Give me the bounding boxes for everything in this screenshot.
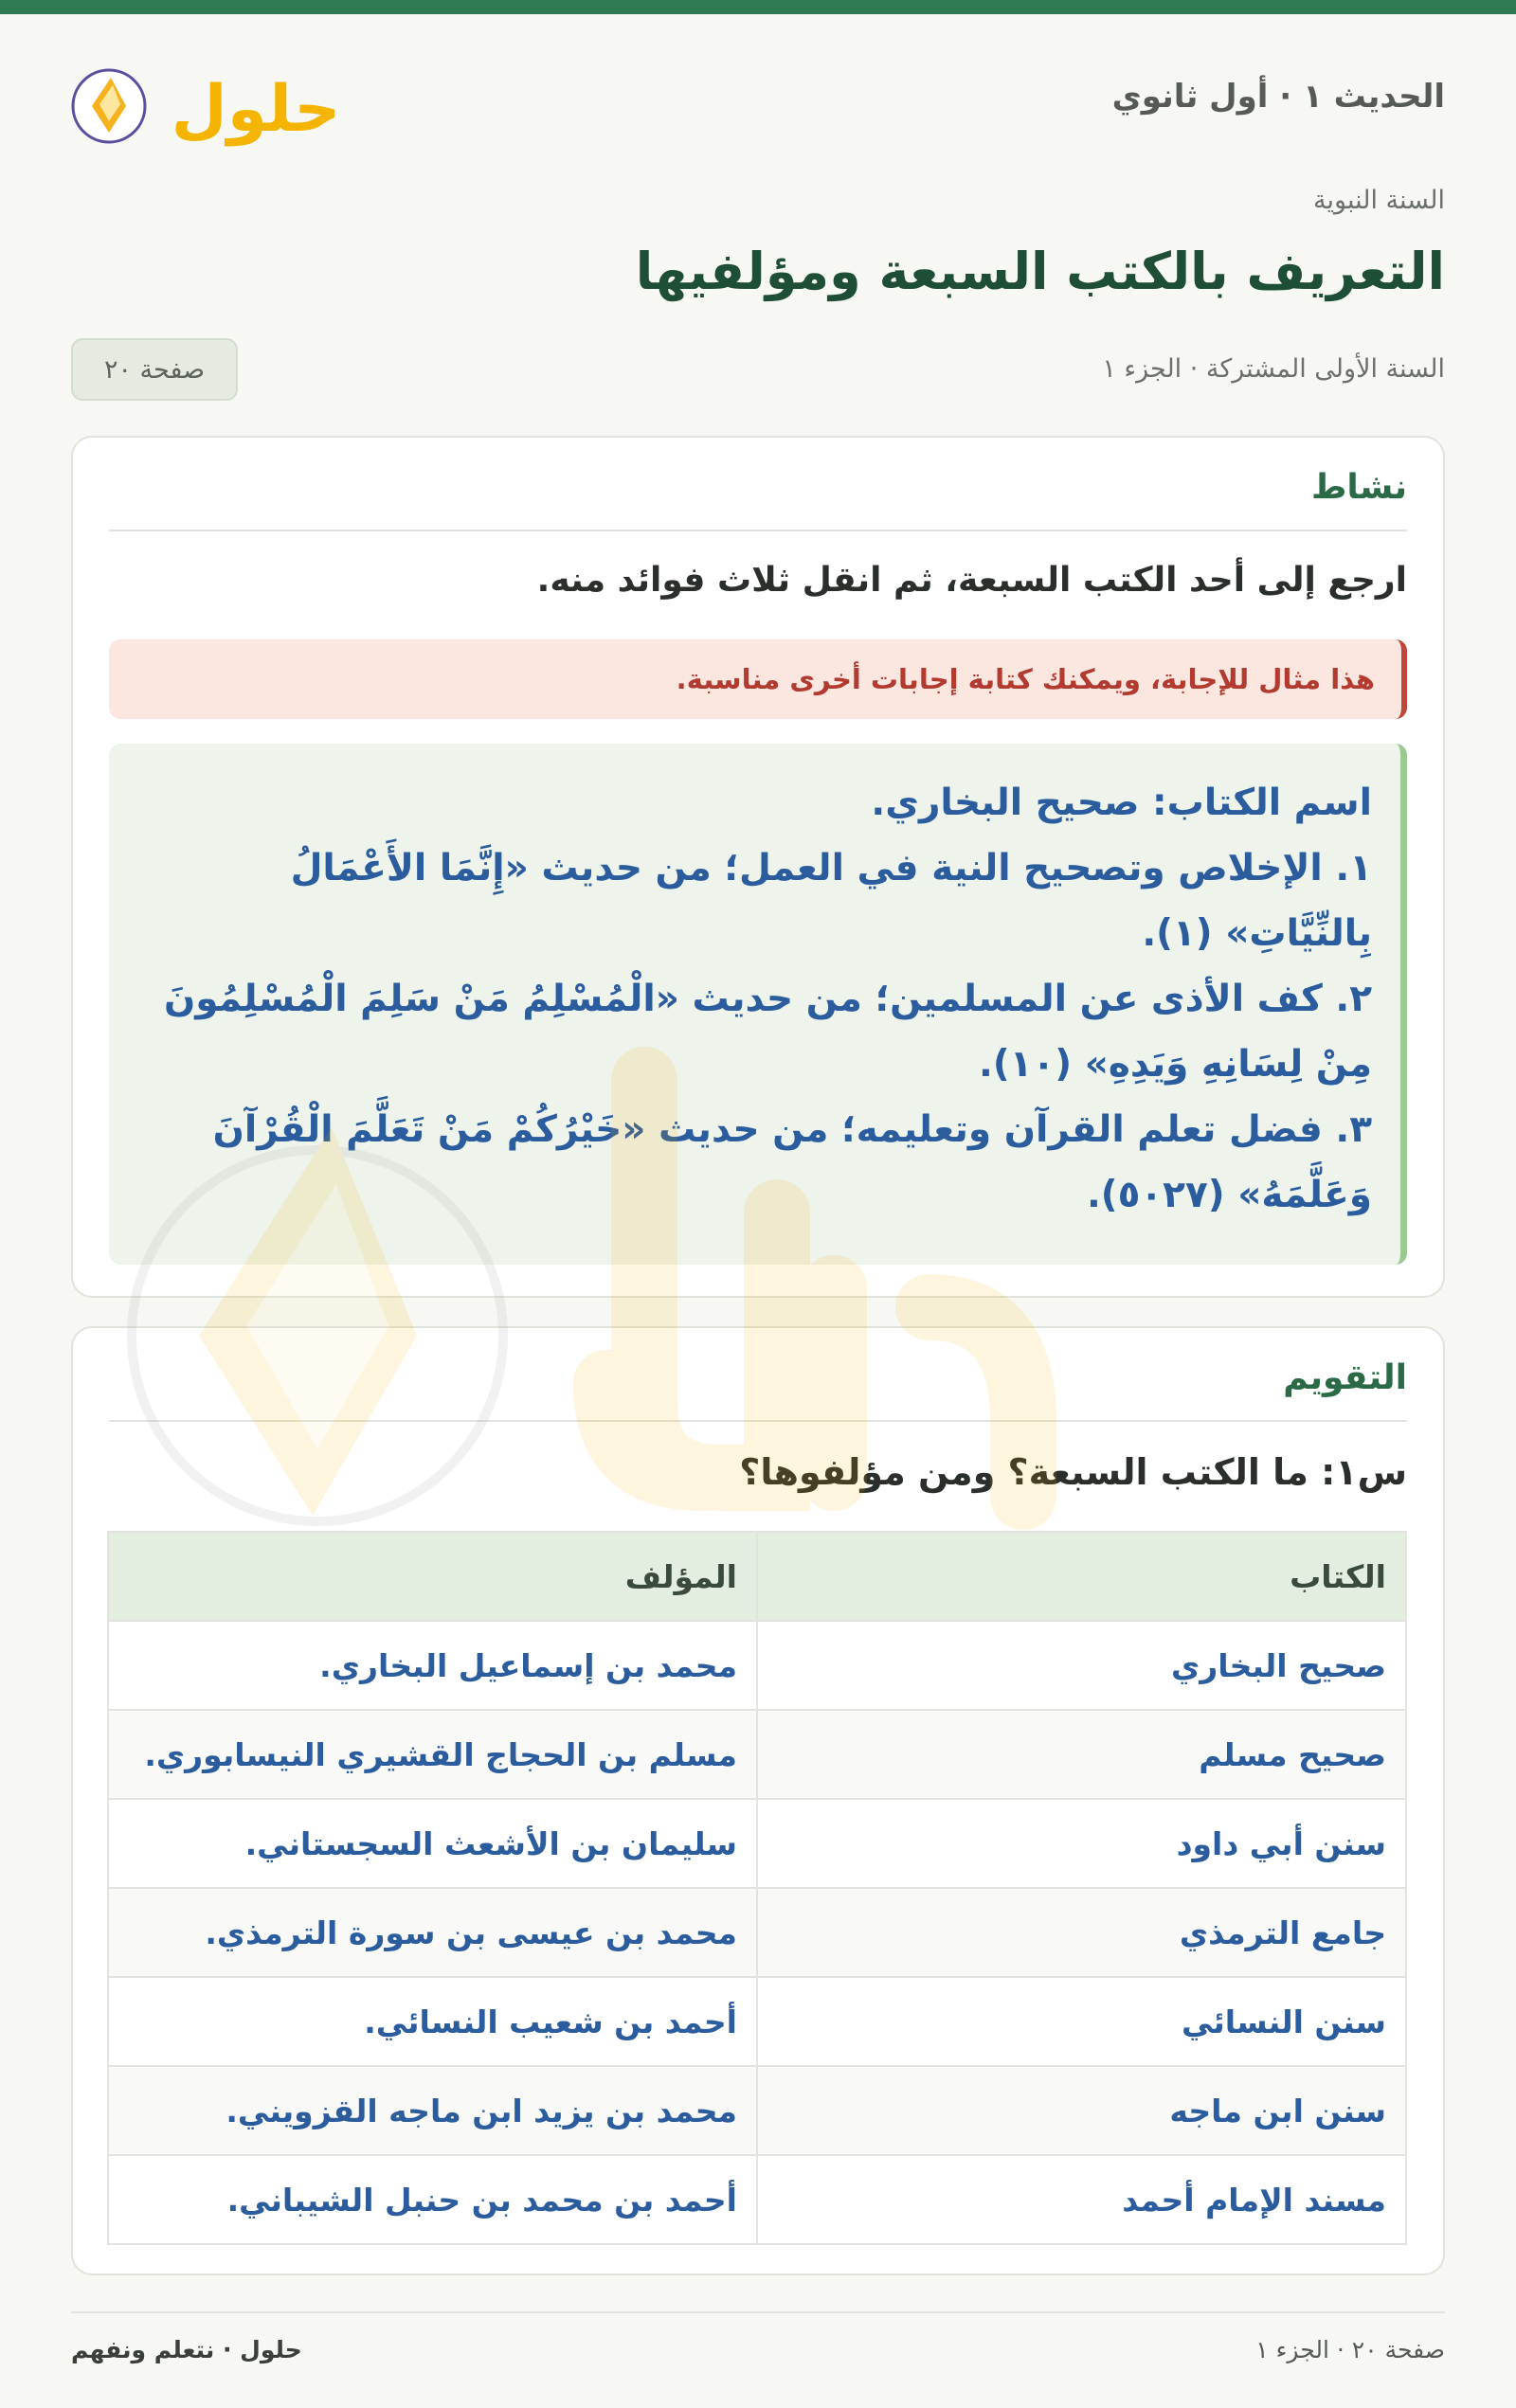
- table-row: [108, 2066, 1406, 2155]
- example-note: [109, 639, 1407, 719]
- author-cell: أحمد بن شعيب النسائي.: [108, 1977, 757, 2066]
- activity-heading: نشاط: [1310, 468, 1407, 507]
- table-row: [108, 1977, 1406, 2066]
- answer-line: وَعَلَّمَهُ» (٥٠٢٧).: [1086, 1174, 1372, 1216]
- table-row: [108, 1888, 1406, 1977]
- author-cell: محمد بن إسماعيل البخاري.: [108, 1621, 757, 1710]
- table-row: [108, 1799, 1406, 1888]
- hulul-logo[interactable]: [71, 57, 341, 152]
- column-header-book: الكتاب: [757, 1532, 1406, 1621]
- table-row: [108, 1710, 1406, 1799]
- activity-card: [71, 436, 1445, 1298]
- answer-line: ١. الإخلاص وتصحيح النية في العمل؛ من حديث «إِنَّمَا الأَعْمَالُ: [290, 847, 1372, 890]
- answer-line: مِنْ لِسَانِهِ وَيَدِهِ» (١٠).: [979, 1043, 1372, 1086]
- page-number-badge: صفحة ٢٠: [71, 338, 238, 401]
- book-cell: مسند الإمام أحمد: [757, 2155, 1406, 2244]
- book-cell: سنن النسائي: [757, 1977, 1406, 2066]
- book-cell: صحيح البخاري: [757, 1621, 1406, 1710]
- table-header-row: [108, 1532, 1406, 1621]
- author-cell: سليمان بن الأشعث السجستاني.: [108, 1799, 757, 1888]
- answer-line: بِالنِّيَّاتِ» (١).: [1142, 912, 1372, 955]
- author-cell: محمد بن يزيد ابن ماجه القزويني.: [108, 2066, 757, 2155]
- top-accent-bar: [0, 0, 1516, 14]
- footer-page-info: صفحة ٢٠ · الجزء ١: [1255, 2336, 1445, 2363]
- divider: [109, 530, 1407, 531]
- answer-line: ٣. فضل تعلم القرآن وتعليمه؛ من حديث «خَيْرُكُمْ مَنْ تَعَلَّمَ الْقُرْآنَ: [212, 1108, 1372, 1151]
- book-cell: جامع الترمذي: [757, 1888, 1406, 1977]
- answer-line: اسم الكتاب: صحيح البخاري.: [871, 782, 1372, 824]
- example-note-text: هذا مثال للإجابة، ويمكنك كتابة إجابات أخرى مناسبة.: [676, 663, 1375, 695]
- table-row: [108, 2155, 1406, 2244]
- footer-divider: [71, 2311, 1445, 2313]
- divider: [109, 1420, 1407, 1422]
- answer-line: ٢. كف الأذى عن المسلمين؛ من حديث «الْمُسْلِمُ مَنْ سَلِمَ الْمُسْلِمُونَ: [163, 978, 1372, 1020]
- book-cell: سنن ابن ماجه: [757, 2066, 1406, 2155]
- lesson-title: الحديث ١ · أول ثانوي: [1111, 78, 1445, 116]
- table-row: [108, 1621, 1406, 1710]
- page-title: التعريف بالكتب السبعة ومؤلفيها: [635, 242, 1445, 301]
- answer-box: [109, 744, 1407, 1265]
- page-header: [71, 57, 1445, 152]
- question-1: س١: ما الكتب السبعة؟ ومن مؤلفوها؟: [739, 1451, 1407, 1493]
- author-cell: مسلم بن الحجاج القشيري النيسابوري.: [108, 1710, 757, 1799]
- breadcrumb: السنة النبوية: [1313, 186, 1445, 215]
- logo-text: حلول: [171, 72, 341, 147]
- author-cell: أحمد بن محمد بن حنبل الشيباني.: [108, 2155, 757, 2244]
- book-cell: صحيح مسلم: [757, 1710, 1406, 1799]
- footer-brand: حلول · نتعلم ونفهم: [71, 2336, 302, 2363]
- author-cell: محمد بن عيسى بن سورة الترمذي.: [108, 1888, 757, 1977]
- evaluation-heading: التقويم: [1283, 1358, 1407, 1397]
- course-meta: السنة الأولى المشتركة · الجزء ١: [1102, 354, 1445, 384]
- book-cell: سنن أبي داود: [757, 1799, 1406, 1888]
- activity-instruction: ارجع إلى أحد الكتب السبعة، ثم انقل ثلاث فوائد منه.: [536, 561, 1407, 600]
- books-table: [107, 1531, 1407, 2245]
- evaluation-card: [71, 1326, 1445, 2275]
- column-header-author: المؤلف: [108, 1532, 757, 1621]
